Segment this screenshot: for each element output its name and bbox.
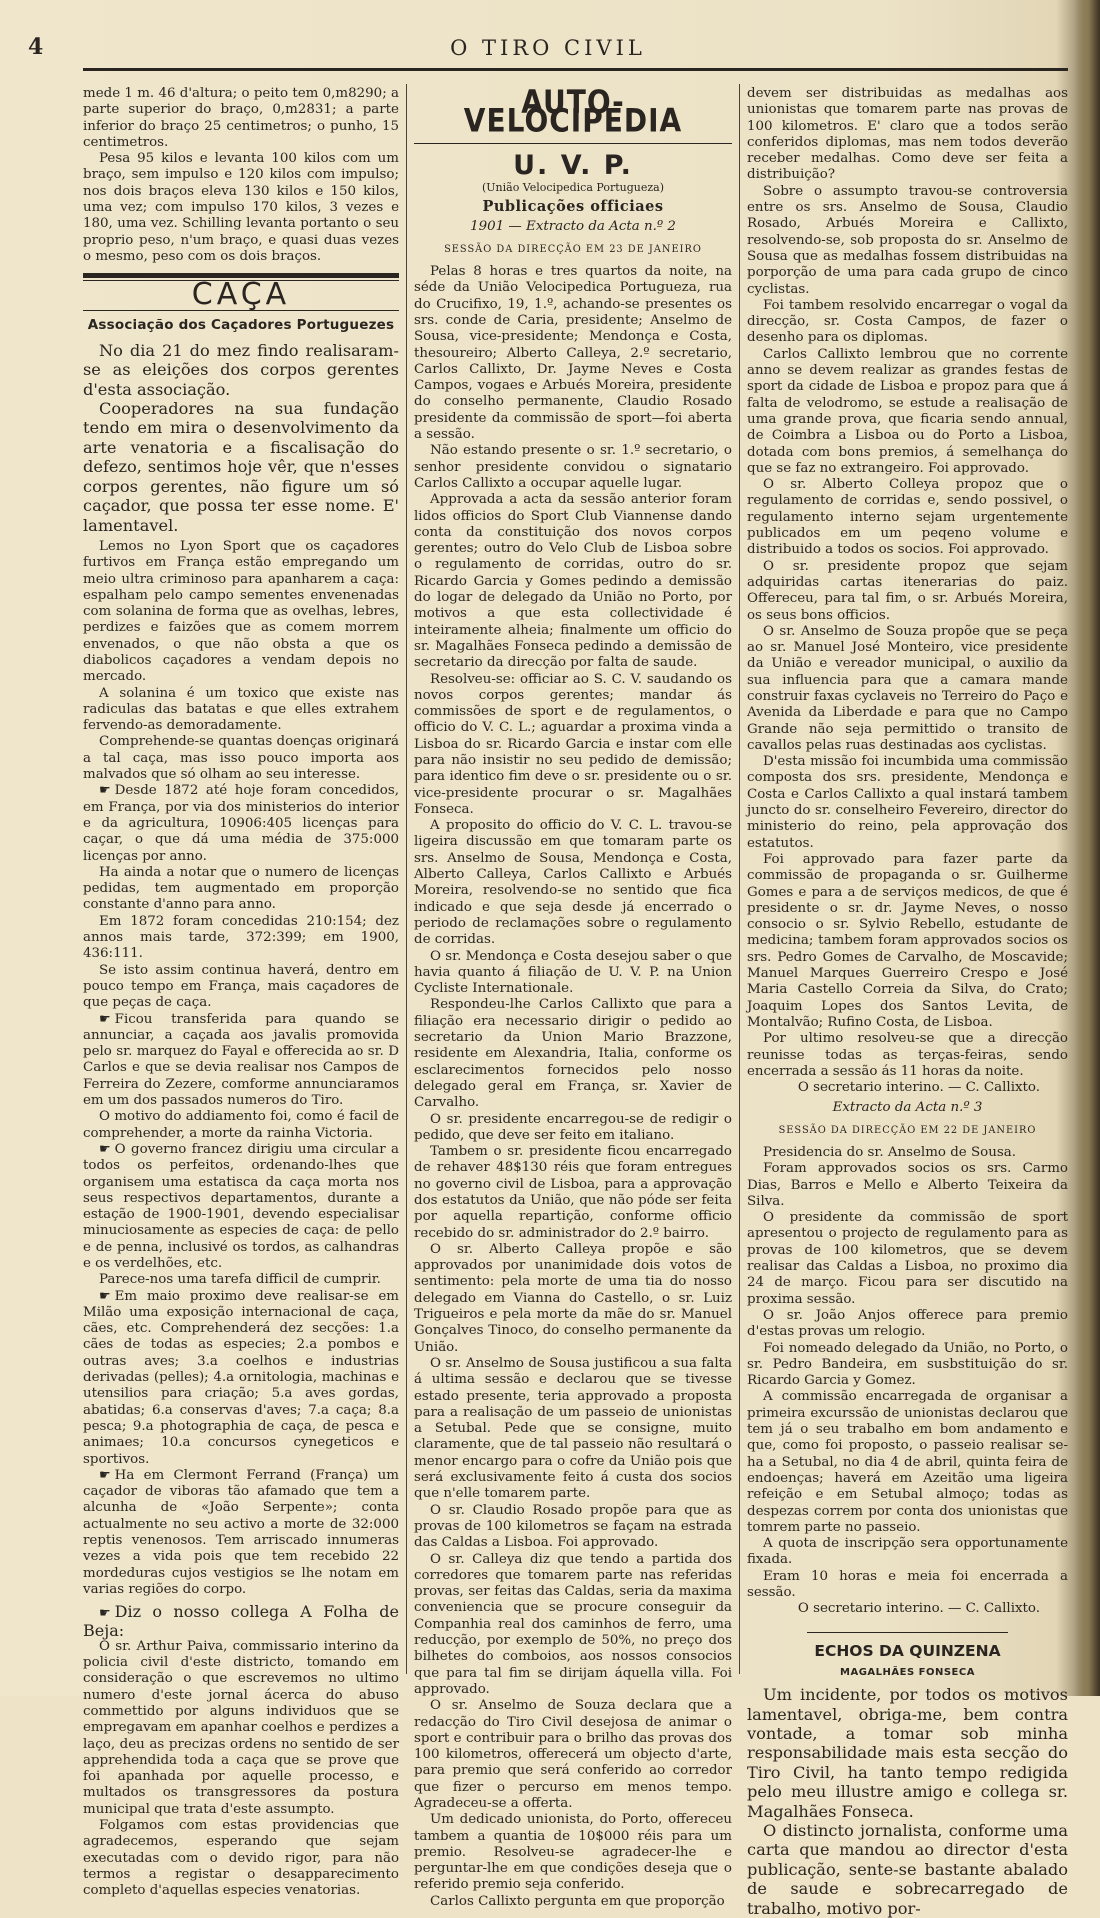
body-paragraph: Parece-nos uma tarefa difficil de cumprir. [99, 1272, 381, 1288]
body-paragraph: D'esta missão foi incumbida uma commissão composta dos srs. presidente, Mendonça e Costa e Carlos Callixto a qual instará tambem juncto do sr. conselheiro Fevereiro, director do ministerio do reino, pela approvação dos estatutos. [747, 754, 1068, 851]
pointing-hand-icon: ☛ [99, 1288, 111, 1304]
caca-subtitle: Associação dos Caçadores Portuguezes [87, 316, 395, 333]
body-paragraph: O sr. Alberto Colleya propoz que o regulamento de corridas e, sendo possivel, o regulamento interno sejam urgentemente publicados em um peqeno volume e distribuido a todos os socios. Foi approvado. [747, 477, 1068, 558]
signature-line: O secretario interino. — C. Callixto. [797, 1601, 1040, 1617]
uvp-title: U. V. P. [513, 149, 633, 181]
body-paragraph: O sr. Claudio Rosado propõe para que as provas de 100 kilometros se façam na estrada das Caldas a Lisboa. Foi approvado. [414, 1502, 732, 1551]
publicacoes-heading: Publicações officiaes [482, 198, 664, 216]
body-paragraph: A commissão encarregada de organisar a primeira excurssão de unionistas declarou que tem já o seu trabalho em bom andamento e que, como foi proposto, o passeio realisar se-ha a Setubal, no dia 4 de abril, quinta feira de endoenças; haverá em Azeitão uma ligeira refeição e em Setubal almoço; todas as despezas correm por conta dos unionistas que tomrem parte no passeio. [747, 1389, 1068, 1535]
lead-paragraph: Cooperadores na sua fundação tendo em mira o desenvolvimento da arte venatoria e a fiscalisação do defezo, sentimos hoje vêr, que n'esses corpos gerentes, não figure um só caçador, que possa ter esse nome. E' lamentavel. [83, 399, 399, 535]
body-paragraph: Presidencia do sr. Anselmo de Sousa. [763, 1145, 1016, 1160]
pointing-hand-icon: ☛ [99, 1141, 111, 1157]
lead-paragraph: Um incidente, por todos os motivos lamentavel, obriga-me, bem contra vontade, a tomar sob minha responsabilidade mais esta secção do Tiro Civil, ha tanto tempo redigida pelo meu illustre amigo e collega sr. Magalhães Fonseca. [747, 1685, 1068, 1821]
caca-section-title: CAÇA [191, 277, 291, 313]
body-paragraph: Respondeu-lhe Carlos Callixto que para a filiação era necessario dirigir o pedido ao secretario da Union Mario Brazzone, residente em Alexandria, Italia, conforme os esclarecimentos fornecidos pelo nosso delegado geral em França, sr. Xavier de Carvalho. [414, 997, 732, 1111]
extract-heading: Extracto da Acta n.º 3 [832, 1100, 983, 1116]
body-paragraph: ☛ Ficou transferida para quando se annunciar, a caçada aos javalis promovida pelo sr. marquez do Fayal e offerecida ao sr. D Carlos e que se devia realisar nos Campos de Ferreira do Zezere, comforme annunciaramos em um dos passados numeros do Tiro. [83, 1011, 399, 1109]
body-paragraph: O sr. Arthur Paiva, commissario interino da policia civil d'este districto, tomando em consideração o que escrevemos no ultimo numero d'este jornal ácerca do abuso commettido por alguns individuos que se empregavam em apanhar coelhos e perdizes a laço, deu as precizas ordens no sentido de ser apprehendida toda a caça que se prove que foi apanhada por aquelle processo, e multados os transgressores da postura municipal que trata d'este assumpto. [83, 1638, 399, 1817]
body-paragraph: O sr. Anselmo de Souza declara que a redacção do Tiro Civil desejosa de animar o sport e contribuir para o brilho das provas dos 100 kilometros, offerecerá um objecto d'arte, para premio que será conferido ao corredor que fizer o percurso em menos tempo. Agradeceu-se a offerta. [414, 1698, 732, 1811]
body-paragraph: O sr. João Anjos offerece para premio d'estas provas um relogio. [747, 1307, 1068, 1340]
body-paragraph: Ha ainda a notar que o numero de licenças pedidas, tem augmentado em proporção constante d'anno para anno. [83, 864, 399, 913]
intro-paragraph: Pesa 95 kilos e levanta 100 kilos com um braço, sem impulso e 120 kilos com impulso; nos dois braços eleva 130 kilos e 150 kilos, uma vez; com impulso 170 kilos, 3 vezes e 180, uma vez. Schilling levanta portanto o seu proprio peso, n'um braço, e quasi duas vezes o mesmo, peso com os dois braços. [83, 151, 399, 264]
header-rule [83, 68, 1068, 71]
body-paragraph: Foram approvados socios os srs. Carmo Dias, Barros e Mello e Alberto Teixeira da Silva. [747, 1161, 1068, 1209]
body-paragraph: O sr. Mendonça e Costa desejou saber o que havia quanto á filiação de U. V. P. na Union Cycliste Internationale. [414, 948, 732, 997]
body-paragraph: Se isto assim continua haverá, dentro em pouco tempo em França, mais caçadores de que peças de caça. [83, 962, 399, 1011]
echos-author: MAGALHÃES FONSECA [840, 1666, 975, 1678]
body-paragraph: Foi nomeado delegado da União, no Porto, o sr. Pedro Bandeira, em susbstituição do sr. Ricardo Garcia y Gomez. [747, 1340, 1068, 1389]
body-paragraph: Eram 10 horas e meia foi encerrada a sessão. [747, 1568, 1068, 1601]
pointing-hand-icon: ☛ [99, 1011, 111, 1027]
session-heading: SESSÃO DA DIRECÇÃO EM 22 DE JANEIRO [778, 1124, 1037, 1136]
body-paragraph: Lemos no Lyon Sport que os caçadores furtivos em França estão empregando um meio ultra criminoso para apanharem a caça: espalham pelo campo sementes envenenadas com solanina de forma que as ovelhas, lebres, perdizes e faizões que as comem morrem envenados, o que não obsta a que os diabolicos caçadores a vendam depois no mercado. [83, 538, 399, 685]
body-paragraph: A proposito do officio do V. C. L. travou-se ligeira discussão em que tomaram parte os srs. Anselmo de Sousa, Mendonça e Costa, Alberto Calleya, Carlos Callixto e Arbués Moreira, resolvendo-se no sentido que fica indicado e que seja desde já encerrado o periodo de reclamações sobre o regulamento de corridas. [414, 818, 732, 948]
page-edge-shadow [1074, 0, 1100, 1696]
body-paragraph: A solanina é um toxico que existe nas radiculas das batatas e que elles extrahem fervendo-as demoradamente. [83, 685, 399, 734]
body-paragraph: Carlos Callixto lembrou que no corrente anno se devem realizar as grandes festas de sport da cidade de Lisboa e propoz para que á falta de velodromo, se estude a realisação de uma grande prova, que ficaria sendo annual, de Coimbra a Lisboa ou do Porto a Lisboa, dotada com bons premios, á semelhança do que se faz no extrangeiro. Foi approvado. [747, 346, 1068, 476]
body-paragraph: O sr. presidente encarregou-se de redigir o pedido, que deve ser feito em italiano. [414, 1111, 732, 1143]
session-heading: SESSÃO DA DIRECÇÃO EM 23 DE JANEIRO [444, 243, 702, 255]
pointing-hand-icon: ☛ [99, 1467, 111, 1483]
column-1 [83, 86, 399, 1899]
pointing-hand-icon: ☛ [99, 783, 111, 799]
body-paragraph: Resolveu-se: officiar ao S. C. V. saudando os novos corpos gerentes; mandar ás commissões de sport e de regulamentos, o officio do V. C. L.; aguardar a proxima vinda a Lisboa do sr. Ricardo Garcia e instar com elle para não insistir no seu pedido de demissão; para identico fim deve o sr. presidente ou o sr. vice-presidente procurar o sr. Magalhães Fonseca. [414, 671, 732, 817]
body-paragraph: Folgamos com estas providencias que agradecemos, esperando que sejam executadas com o devido rigor, para não termos a registar o desapparecimento completo d'aquellas especies venatorias. [83, 1818, 399, 1899]
body-paragraph: Não estando presente o sr. 1.º secretario, o senhor presidente convidou o signatario Carlos Callixto a occupar aquelle lugar. [414, 443, 732, 491]
body-paragraph: Approvada a acta da sessão anterior foram lidos officios do Sport Club Viannense dando conta da constituição dos novos corpos gerentes; outro do Velo Club de Lisboa sobre o regulamento de corridas, outro do sr. Ricardo Garcia y Gomes pedindo a demissão do logar de delegado da União no Porto, por motivos a que esta collectividade é inteiramente alheia; finalmente um officio do sr. Magalhães Fonseca pedindo a demissão de secretario da direcção por falta de saude. [414, 492, 732, 671]
body-paragraph: Pelas 8 horas e tres quartos da noite, na séde da União Velocipedica Portugueza, rua do Crucifixo, 19, 1.º, achando-se presentes os srs. conde de Caria, presidente; Anselmo de Sousa, vice-presidente; Mendonça e Costa, thesoureiro; Alberto Calleya, 2.º secretario, Carlos Callixto, Dr. Jayme Neves e Costa Campos, vogaes e Arbués Moreira, presidente do conselho permanente, Claudio Rosado presidente da commissão de sport—foi aberta a sessão. [414, 264, 732, 443]
section-rule [807, 1632, 1008, 1633]
body-paragraph: O sr. presidente propoz que sejam adquiridas cartas itenerarias do paiz. Offereceu, para tal fim, o sr. Arbués Moreira, os seus bons officios. [747, 558, 1068, 623]
column-divider-2 [739, 84, 740, 1674]
column-2 [414, 83, 732, 1909]
lead-paragraph: No dia 21 do mez findo realisaram-se as eleições dos corpos gerentes d'esta associação. [83, 340, 399, 399]
lead-paragraph: O distincto jornalista, conforme uma carta que mandou ao director d'esta publicação, sente-se bastante abalado de saude e sobrecarregado de trabalho, motivo por- [747, 1821, 1068, 1918]
body-paragraph: Um dedicado unionista, do Porto, offereceu tambem a quantia de 10$000 réis para um premio. Resolveu-se agradecer-lhe e perguntar-lhe em que condições deseja que o referido premio seja conferido. [414, 1812, 732, 1893]
body-paragraph: ☛ Em maio proximo deve realisar-se em Milão uma exposição internacional de caça, cães, etc. Comprehenderá dez secções: 1.a cães de todas as especies; 2.a pombos e outras aves; 3.a coelhos e industrias derivadas (pelles); 4.a ornitologia, machinas e utensilios para criação; 5.a aves gordas, abatidas; 6.a conservas d'aves; 7.a caça; 8.a pesca; 9.a photographia de caça, de pesca e animaes; 10.a concursos cynegeticos e sportivos. [83, 1288, 399, 1467]
body-paragraph: O motivo do addiamento foi, como é facil de comprehender, a morte da rainha Victoria. [83, 1109, 399, 1141]
body-paragraph: A quota de inscripção sera opportunamente fixada. [747, 1536, 1068, 1568]
uvp-subtitle: (União Velocipedica Portugueza) [481, 180, 665, 194]
page-header [28, 30, 1068, 62]
masthead-title: O TIRO CIVIL [450, 36, 646, 60]
body-paragraph: ☛ O governo francez dirigiu uma circular a todos os perfeitos, ordenando-lhes que organisem uma estatisca da caça morta nos seus respectivos departamentos, durante a estação de 1900-1901, devendo especialisar minuciosamente as especies de caça: de pello e de penna, inclusivé os tordos, as calhandras e os verdelhões, etc. [83, 1141, 399, 1271]
body-paragraph: O sr. Anselmo de Sousa justificou a sua falta á ultima sessão e declarou que se tivesse estado presente, teria approvado a proposta para a realisação de um passeio de unionistas a Setubal. Pede que se consigne, muito claramente, que de tal passeio não resultará o menor encargo para o cofre da União pois que será exclusivamente feito á custa dos socios que n'elle tomarem parte. [414, 1355, 732, 1502]
section-rule [414, 143, 732, 144]
body-paragraph: Foi approvado para fazer parte da commissão de propaganda o sr. Guilherme Gomes e para a de serviços medicos, de que é presidente o sr. dr. Jayme Neves, o nosso consocio o sr. Sylvio Rebello, estudante de medicina; tambem foram approvados socios os srs. Pedro Gomes de Carvalho, de Moscavide; Manuel Marques Guerreiro Crespo e José Maria Castello Correia da Silva, do Crato; Joaquim Lopes dos Santos Levita, de Montalvão; Rufino Costa, de Lisboa. [747, 851, 1068, 1030]
intro-paragraph: mede 1 m. 46 d'altura; o peito tem 0,m8290; a parte superior do braço, 0,m2831; a parte inferior do braço 25 centimetros; o punho, 15 centimetros. [83, 86, 399, 150]
body-paragraph: O sr. Alberto Calleya propõe e são approvados por unanimidade dois votos de sentimento: pela morte de uma tia do nosso delegado em Vianna do Castello, o sr. Luiz Trigueiros e pela morte da mãe do sr. Manuel Gonçalves Tinoco, do conselho permanente da União. [414, 1241, 732, 1355]
signature-line: O secretario interino. — C. Callixto. [797, 1080, 1040, 1096]
column-3 [747, 86, 1068, 1918]
body-paragraph: ☛ Desde 1872 até hoje foram concedidos, em França, por via dos ministerios do interior e da agricultura, 10906:405 licenças para caçar, o que dá uma média de 375:000 licenças por anno. [83, 783, 399, 864]
body-paragraph: Comprehende-se quantas doenças originará a tal caça, mas isso pouco importa aos malvados que só olham ao seu interesse. [83, 734, 399, 783]
body-paragraph: O sr. Anselmo de Souza propõe que se peça ao sr. Manuel José Monteiro, vice presidente da União e vereador municipal, o auxilio da sua influencia para que a camara mande construir faxas cyclaveis no Terreiro do Paço e Avenida da Liberdade e para que no Campo Grande não seja permittido o transito de cavallos pelas ruas destinadas aos cyclistas. [747, 623, 1068, 753]
column-divider-1 [406, 84, 407, 1674]
body-paragraph: Carlos Callixto pergunta em que proporção [430, 1893, 725, 1909]
page-number: 4 [28, 34, 44, 60]
body-paragraph: Sobre o assumpto travou-se controversia entre os srs. Anselmo de Sousa, Claudio Rosado, Arbués Moreira e Callixto, resolvendo-se, sob proposta do sr. Anselmo de Sousa que as medalhas fossem distribuidas na porporção de uma para cada grupo de cinco cyclistas. [747, 183, 1068, 297]
pointing-hand-icon: ☛ [99, 1606, 111, 1622]
auto-velocipedia-title: AUTO-VELOCIPEDIA [463, 83, 683, 140]
body-paragraph: O sr. Calleya diz que tendo a partida dos corredores que tomarem parte nas referidas provas, ser feitas das Caldas, seria da maxima conveniencia que se procure conseguir da Companhia real dos caminhos de ferro, uma reducção, por exemplo de 50%, no preço dos bilhetes do comboios, aos nossos consocios que para tal fim se dirijam áquella villa. Foi approvado. [414, 1551, 732, 1697]
echos-title: ECHOS DA QUINZENA [814, 1641, 1001, 1660]
body-paragraph: Foi tambem resolvido encarregar o vogal da direcção, sr. Costa Campos, de fazer o desenho para os diplomas. [747, 297, 1068, 346]
body-paragraph: Tambem o sr. presidente ficou encarregado de rehaver 48$130 réis que foram entregues no governo civil de Lisboa, para a approvação dos estatutos da União, que não póde ser feita por aquella repartição, conforme officio recebido do sr. administrador do 2.º bairro. [414, 1144, 732, 1241]
extract-heading: 1901 — Extracto da Acta n.º 2 [470, 219, 676, 235]
quote-intro: ☛ Diz o nosso collega A Folha de Beja: [83, 1602, 399, 1640]
body-paragraph: devem ser distribuidas as medalhas aos unionistas que tomarem parte nas provas de 100 kilometros. E' claro que a todos serão conferidos diplomas, mas nem todos deverão receber medalhas. Como deve ser feita a distribuição? [747, 86, 1068, 183]
body-paragraph: Por ultimo resolveu-se que a direcção reunisse todas as terças-feiras, sendo encerrada a sessão ás 11 horas da noite. [747, 1031, 1068, 1079]
body-paragraph: ☛ Ha em Clermont Ferrand (França) um caçador de viboras tão afamado que tem a alcunha de «João Serpente»; conta actualmente no seu activo a morte de 32:000 reptis venenosos. Tem arriscado innumeras vezes a vida pois que tem recebido 22 mordeduras cujos vestigios se lhe notam em varias regiões do corpo. [83, 1467, 399, 1597]
body-paragraph: O presidente da commissão de sport apresentou o projecto de regulamento para as provas de 100 kilometros, que se devem realisar das Caldas a Lisboa, no proximo dia 24 de março. Ficou para ser discutido na proxima sessão. [747, 1210, 1068, 1307]
body-paragraph: Em 1872 foram concedidas 210:154; dez annos mais tarde, 372:399; em 1900, 436:111. [83, 913, 399, 962]
